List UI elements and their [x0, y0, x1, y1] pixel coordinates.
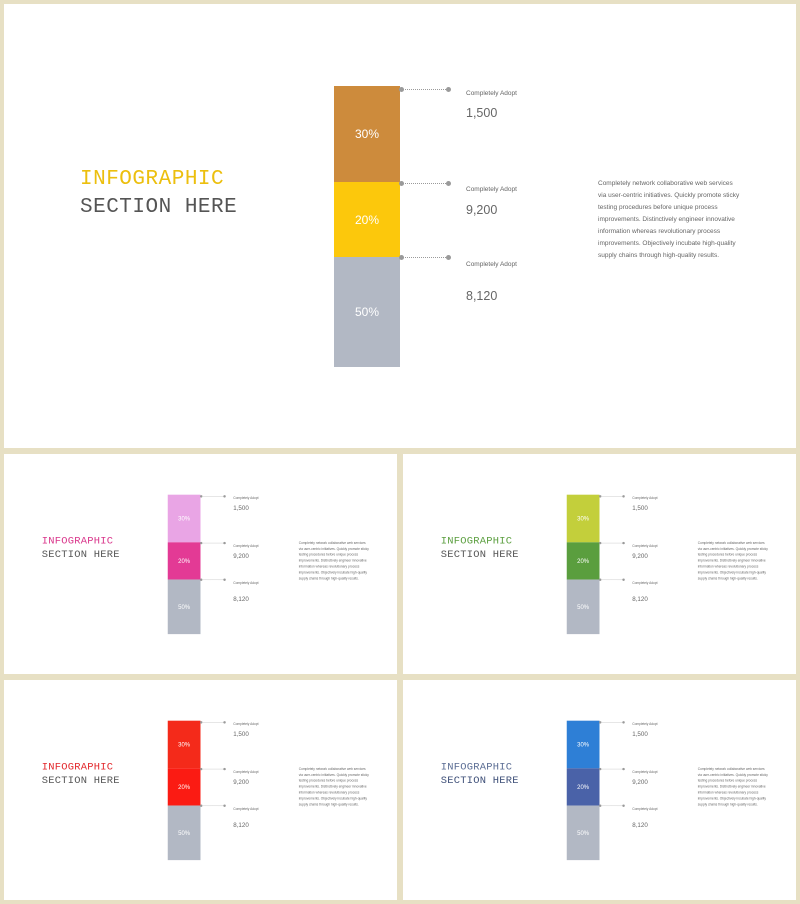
slide-title — [42, 760, 120, 788]
description-text: Completely network collaborative web services via user-centric initiatives. Quickly promote sticky testing procedures before unique process improvements. Distinctively engineer innovative information whereas revolutionary process improvements. Objectively incubate high-quality supply chains through high-quality results. — [697, 767, 768, 807]
bar-segment-middle: 20% — [168, 768, 201, 805]
leader-line-2 — [402, 183, 448, 184]
title-line-1: INFOGRAPHIC — [440, 535, 513, 547]
bar-segment-middle: 20% — [567, 768, 600, 805]
callout-value-1: 1,500 — [233, 730, 249, 738]
callout-value-2: 9,200 — [466, 203, 498, 217]
callout-label-2: Completely Adopt — [466, 186, 517, 193]
callout-value-3: 8,120 — [632, 821, 648, 829]
callout-label-3: Completely Adopt — [466, 261, 517, 268]
bar-segment-top: 30% — [567, 721, 600, 769]
slide-green — [403, 454, 796, 674]
callout-value-2: 9,200 — [632, 552, 648, 560]
bar-segment-middle: 20% — [168, 542, 201, 579]
bar-segment-top: 30% — [168, 721, 201, 769]
callout-value-2: 9,200 — [632, 778, 648, 786]
callout-value-3: 8,120 — [632, 595, 648, 603]
slide-title — [441, 760, 519, 788]
callout-value-1: 1,500 — [233, 504, 249, 512]
callout-label-1: Completely Adopt — [632, 722, 658, 727]
description-text: Completely network collaborative web services via user-centric initiatives. Quickly promote sticky testing procedures before unique process improvements. Distinctively engineer innovative information whereas revolutionary process improvements. Objectively incubate high-quality supply chains through high-quality results. — [598, 180, 740, 259]
bar-segment-top: 30% — [168, 495, 201, 543]
bar-segment-bottom: 50% — [168, 806, 201, 861]
callout-label-1: Completely Adopt — [233, 722, 259, 727]
leader-line-3 — [402, 257, 448, 258]
title-line-1: INFOGRAPHIC — [440, 761, 513, 773]
bar-segment-top: 30% — [567, 495, 600, 543]
callout-label-1: Completely Adopt — [466, 90, 517, 97]
callout-label-2: Completely Adopt — [632, 770, 658, 774]
bar-segment-middle: 20% — [334, 182, 400, 257]
title-line-1: INFOGRAPHIC — [80, 168, 225, 191]
callout-label-1: Completely Adopt — [632, 496, 658, 501]
bar-segment-bottom: 50% — [334, 257, 400, 367]
title-line-1: INFOGRAPHIC — [41, 761, 114, 773]
title-line-2: SECTION HERE — [440, 549, 519, 561]
callout-value-1: 1,500 — [466, 106, 498, 120]
bar-segment-bottom: 50% — [168, 580, 201, 635]
leader-line-1 — [402, 89, 448, 90]
title-line-2: SECTION HERE — [41, 549, 120, 561]
slide-pink — [4, 454, 397, 674]
callout-label-2: Completely Adopt — [233, 770, 259, 774]
callout-label-2: Completely Adopt — [632, 544, 658, 548]
title-line-2: SECTION HERE — [440, 775, 519, 787]
callout-value-3: 8,120 — [233, 595, 249, 603]
title-line-2: SECTION HERE — [41, 775, 120, 787]
description-text: Completely network collaborative web services via user-centric initiatives. Quickly promote sticky testing procedures before unique process improvements. Distinctively engineer innovative information whereas revolutionary process improvements. Objectively incubate high-quality supply chains through high-quality results. — [697, 541, 768, 581]
slide-title — [42, 534, 120, 562]
callout-label-3: Completely Adopt — [233, 807, 259, 811]
callout-value-1: 1,500 — [632, 730, 648, 738]
callout-value-2: 9,200 — [233, 552, 249, 560]
description-text: Completely network collaborative web services via user-centric initiatives. Quickly promote sticky testing procedures before unique process improvements. Distinctively engineer innovative information whereas revolutionary process improvements. Objectively incubate high-quality supply chains through high-quality results. — [298, 767, 369, 807]
title-line-1: INFOGRAPHIC — [41, 535, 114, 547]
callout-label-3: Completely Adopt — [233, 581, 259, 585]
description-text: Completely network collaborative web services via user-centric initiatives. Quickly promote sticky testing procedures before unique process improvements. Distinctively engineer innovative information whereas revolutionary process improvements. Objectively incubate high-quality supply chains through high-quality results. — [298, 541, 369, 581]
callout-label-2: Completely Adopt — [233, 544, 259, 548]
callout-label-1: Completely Adopt — [233, 496, 259, 501]
slide-blue — [403, 680, 796, 900]
slide-title — [80, 166, 237, 222]
callout-value-3: 8,120 — [233, 821, 249, 829]
slide-red — [4, 680, 397, 900]
bar-segment-top: 30% — [334, 86, 400, 182]
slide-title — [441, 534, 519, 562]
callout-value-1: 1,500 — [632, 504, 648, 512]
bar-segment-middle: 20% — [567, 542, 600, 579]
bar-segment-bottom: 50% — [567, 580, 600, 635]
callout-label-3: Completely Adopt — [632, 807, 658, 811]
callout-value-2: 9,200 — [233, 778, 249, 786]
callout-label-3: Completely Adopt — [632, 581, 658, 585]
title-line-2: SECTION HERE — [80, 196, 238, 219]
bar-segment-bottom: 50% — [567, 806, 600, 861]
slide-main — [4, 4, 796, 448]
callout-value-3: 8,120 — [466, 289, 498, 303]
